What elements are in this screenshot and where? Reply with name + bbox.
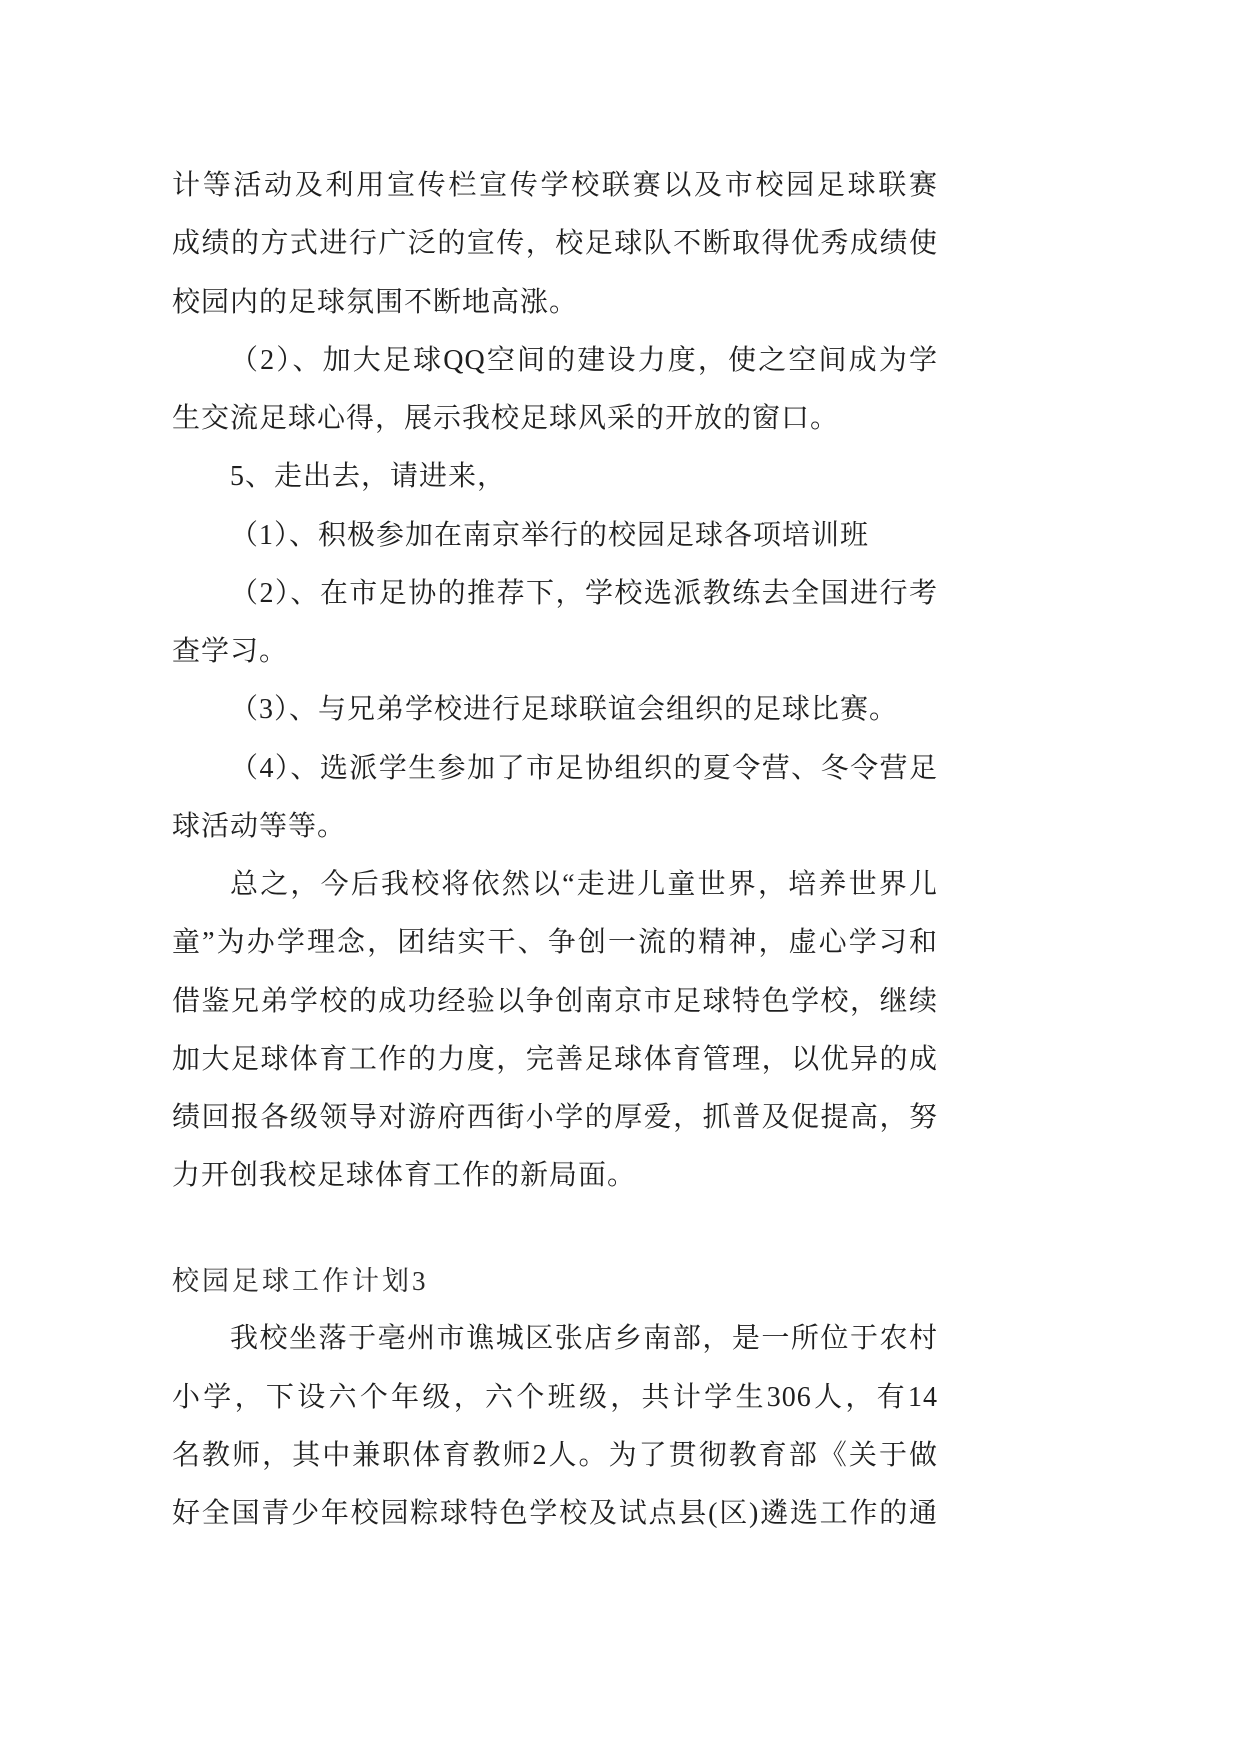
paragraph xyxy=(172,565,938,682)
text-line: 借鉴兄弟学校的成功经验以争创南京市足球特色学校，继续 xyxy=(172,985,938,1017)
paragraph xyxy=(172,856,938,1206)
section-heading: 校园足球工作计划3 xyxy=(172,1266,429,1296)
text-line: 成绩的方式进行广泛的宣传，校足球队不断取得优秀成绩使 xyxy=(172,228,938,260)
section-body-continued xyxy=(172,157,938,1206)
paragraph xyxy=(172,448,938,506)
section-plan-3 xyxy=(172,1252,938,1543)
text-line: 我校坐落于亳州市谯城区张店乡南部，是一所位于农村 xyxy=(230,1323,938,1355)
paragraph xyxy=(172,740,938,857)
text-line: 小学，下设六个年级，六个班级，共计学生306人，有14 xyxy=(172,1381,938,1413)
text-line: 计等活动及利用宣传栏宣传学校联赛以及市校园足球联赛 xyxy=(172,170,938,201)
text-line: 查学习。 xyxy=(172,636,289,667)
paragraph xyxy=(172,681,938,739)
text-line: 名教师，其中兼职体育教师2人。为了贯彻教育部《关于做 xyxy=(172,1439,938,1471)
text-line: （4）、选派学生参加了市足协组织的夏令营、冬令营足 xyxy=(230,752,938,784)
text-line: （2）、在市足协的推荐下，学校选派教练去全国进行考 xyxy=(230,577,938,609)
paragraph xyxy=(172,332,938,449)
paragraph xyxy=(172,507,938,565)
text-line: 总之，今后我校将依然以“走进儿童世界，培养世界儿 xyxy=(230,869,938,900)
text-line: 童”为办学理念，团结实干、争创一流的精神，虚心学习和 xyxy=(172,927,938,959)
text-line: 生交流足球心得，展示我校足球风采的开放的窗口。 xyxy=(172,403,840,434)
text-line: 校园内的足球氛围不断地高涨。 xyxy=(172,286,579,318)
paragraph xyxy=(172,157,938,332)
text-line: 力开创我校足球体育工作的新局面。 xyxy=(172,1160,637,1192)
text-line: （1）、积极参加在南京举行的校园足球各项培训班 xyxy=(230,519,870,551)
text-line: （2）、加大足球QQ空间的建设力度，使之空间成为学 xyxy=(230,344,938,376)
text-line: 绩回报各级领导对游府西街小学的厚爱，抓普及促提高，努 xyxy=(172,1102,938,1133)
paragraph xyxy=(172,1310,938,1543)
text-line: 加大足球体育工作的力度，完善足球体育管理，以优异的成 xyxy=(172,1043,938,1075)
text-line: 5、走出去，请进来， xyxy=(230,461,507,493)
text-line: （3）、与兄弟学校进行足球联谊会组织的足球比赛。 xyxy=(230,694,899,726)
text-line: 好全国青少年校园粽球特色学校及试点县(区)遴选工作的通 xyxy=(172,1498,938,1529)
text-line: 球活动等等。 xyxy=(172,810,347,842)
